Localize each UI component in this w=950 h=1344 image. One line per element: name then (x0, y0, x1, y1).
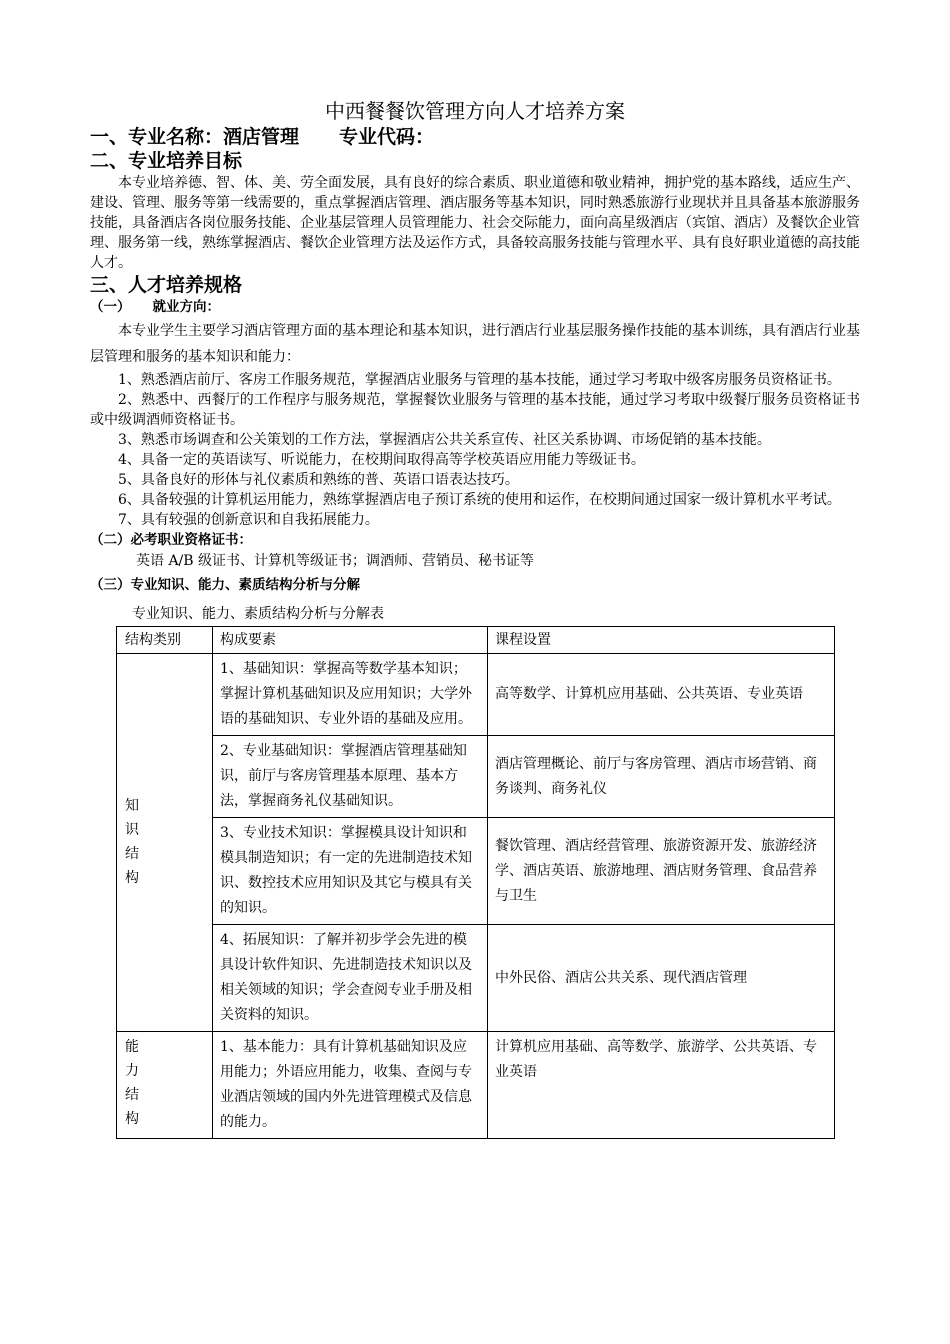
element-cell: 4、拓展知识：了解并初步学会先进的模具设计软件知识、先进制造技术知识以及相关领域的知识；学会查阅专业手册及相关资料的知识。 (213, 925, 488, 1032)
category-ability-label: 能力结构 (125, 1039, 139, 1127)
subsection-3-heading: （三）专业知识、能力、素质结构分析与分解 (90, 577, 360, 593)
subsection-2-heading: （二）必考职业资格证书： (90, 532, 252, 548)
list-item: 4、具备一定的英语读写、听说能力，在校期间取得高等学校英语应用能力等级证书。 (118, 452, 645, 468)
table-row (117, 736, 835, 818)
courses-cell: 酒店管理概论、前厅与客房管理、酒店市场营销、商务谈判、商务礼仪 (488, 736, 835, 818)
element-cell: 1、基础知识：掌握高等数学基本知识；掌握计算机基础知识及应用知识；大学外语的基础知识、专业外语的基础及应用。 (213, 654, 488, 736)
section-2-heading: 二、专业培养目标 (90, 150, 243, 172)
major-code: 专业代码： (339, 126, 435, 148)
table-row (117, 654, 835, 736)
document-title: 中西餐餐饮管理方向人才培养方案 (325, 99, 625, 123)
section-1-heading (90, 125, 860, 149)
list-item: 2、熟悉中、西餐厅的工作程序与服务规范，掌握餐饮业服务与管理的基本技能，通过学习考取中级餐厅服务员资格证书或中级调酒师资格证书。 (90, 392, 860, 428)
document-page (90, 98, 860, 1139)
list-item: 3、熟悉市场调查和公关策划的工作方法，掌握酒店公共关系宣传、社区关系协调、市场促销的基本技能。 (118, 432, 771, 448)
element-cell: 3、专业技术知识：掌握模具设计知识和模具制造知识；有一定的先进制造技术知识、数控技术应用知识及其它与模具有关的知识。 (213, 818, 488, 925)
subsection-1-heading (90, 297, 860, 318)
table-header-row (117, 627, 835, 654)
certificates-text: 英语 A/B 级证书、计算机等级证书；调酒师、营销员、秘书证等 (136, 553, 535, 569)
training-goal-paragraph: 本专业培养德、智、体、美、劳全面发展，具有良好的综合素质、职业道德和敬业精神，拥护党的基本路线，适应生产、建设、管理、服务等第一线需要的，重点掌握酒店管理、酒店服务等基本知识，同时熟悉旅游行业现状并且具备基本旅游服务技能，具备酒店各岗位服务技能、企业基层管理人员管理能力、社会交际能力，面向高星级酒店（宾馆、酒店）及餐饮企业管理、服务第一线，熟练掌握酒店、餐饮企业管理方法及运作方式，具备较高服务技能与管理水平、具有良好职业道德的高技能人才。 (90, 175, 860, 271)
courses-cell: 中外民俗、酒店公共关系、现代酒店管理 (488, 925, 835, 1032)
table-row (117, 925, 835, 1032)
category-knowledge-label: 知识结构 (125, 798, 139, 886)
courses-cell: 餐饮管理、酒店经营管理、旅游资源开发、旅游经济学、酒店英语、旅游地理、酒店财务管理、食品营养与卫生 (488, 818, 835, 925)
list-item: 7、具有较强的创新意识和自我拓展能力。 (118, 512, 379, 528)
courses-cell: 高等数学、计算机应用基础、公共英语、专业英语 (488, 654, 835, 736)
element-cell: 2、专业基础知识：掌握酒店管理基础知识，前厅与客房管理基本原理、基本方法，掌握商务礼仪基础知识。 (213, 736, 488, 818)
list-item: 1、熟悉酒店前厅、客房工作服务规范，掌握酒店业服务与管理的基本技能，通过学习考取中级客房服务员资格证书。 (118, 372, 841, 388)
subsection-1-title: 就业方向： (152, 299, 220, 315)
category-knowledge (117, 654, 213, 1032)
header-category: 结构类别 (117, 627, 213, 654)
courses-cell: 计算机应用基础、高等数学、旅游学、公共英语、专业英语 (488, 1032, 835, 1139)
header-courses: 课程设置 (488, 627, 835, 654)
element-cell: 1、基本能力：具有计算机基础知识及应用能力；外语应用能力，收集、查阅与专业酒店领域的国内外先进管理模式及信息的能力。 (213, 1032, 488, 1139)
list-item: 6、具备较强的计算机运用能力，熟练掌握酒店电子预订系统的使用和运作，在校期间通过国家一级计算机水平考试。 (118, 492, 841, 508)
category-ability (117, 1032, 213, 1139)
structure-table (116, 626, 835, 1139)
subsection-1-number: （一） (90, 299, 131, 315)
table-row (117, 1032, 835, 1139)
employment-lead-paragraph: 本专业学生主要学习酒店管理方面的基本理论和基本知识，进行酒店行业基层服务操作技能的基本训练，具有酒店行业基层管理和服务的基本知识和能力： (90, 323, 860, 365)
section-3-heading: 三、人才培养规格 (90, 274, 243, 296)
table-caption: 专业知识、能力、素质结构分析与分解表 (132, 606, 384, 622)
header-element: 构成要素 (213, 627, 488, 654)
list-item: 5、具备良好的形体与礼仪素质和熟练的普、英语口语表达技巧。 (118, 472, 519, 488)
major-name: 一、专业名称：酒店管理 (90, 126, 300, 148)
table-row (117, 818, 835, 925)
